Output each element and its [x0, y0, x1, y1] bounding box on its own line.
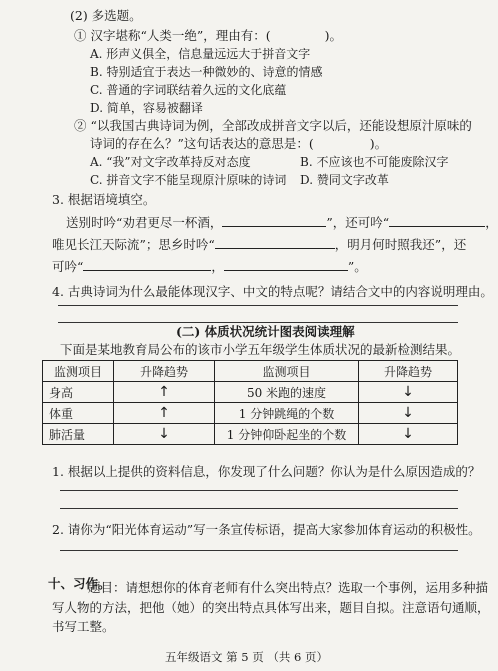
table-cell-item: 体重: [43, 403, 114, 424]
table-cell-item: 1 分钟跳绳的个数: [215, 403, 359, 424]
table-cell-item: 身高: [43, 382, 114, 403]
q3-line3-b: ，: [211, 259, 224, 274]
sq1-answer-line-1[interactable]: [60, 490, 458, 491]
q2-1-stem-close: )。: [324, 28, 343, 43]
page-footer: 五年级语文 第 5 页 （共 6 页）: [164, 650, 329, 664]
q3-blank-2[interactable]: [389, 214, 485, 227]
q3-line3-c: ”。: [347, 259, 367, 274]
q2-2-stem-line1: ② “以我国古典诗词为例，全部改成拼音文字以后，还能设想原汁原味的: [74, 118, 472, 133]
essay-line3: 书写工整。: [52, 619, 115, 634]
q2-2-option-d: D. 赞同文字改革: [300, 173, 389, 187]
q3-blank-1[interactable]: [222, 214, 326, 227]
q3-line1-c: ，: [485, 215, 498, 230]
q4-answer-line-2[interactable]: [58, 322, 458, 323]
q2-heading: (2) 多选题。: [70, 8, 142, 23]
table-row: [43, 424, 458, 445]
sq1-answer-line-2[interactable]: [60, 508, 458, 509]
q3-line1-b: ”，还可吟“: [326, 215, 390, 230]
q2-1-option-a: A. 形声义俱全，信息量远远大于拼音文字: [90, 47, 311, 61]
table-header-trend2: 升降趋势: [359, 361, 458, 382]
table-cell-item: 肺活量: [43, 424, 114, 445]
essay-line2: 写人物的方法，把他（她）的突出特点具体写出来，题目自拟。注意语句通顺，: [52, 600, 490, 615]
q2-1-stem: [74, 28, 342, 44]
q3-line3: [52, 258, 367, 275]
q3-line1-a: 送别时吟“劝君更尽一杯酒，: [66, 215, 223, 230]
table-header-item1: 监测项目: [43, 361, 114, 382]
q3-blank-4[interactable]: [83, 258, 211, 271]
sq1-text: 1. 根据以上提供的资料信息，你发现了什么问题？你认为是什么原因造成的？: [52, 464, 481, 479]
q2-1-stem-text: ① 汉字堪称“人类一绝”，理由有：(: [74, 28, 271, 43]
q3-heading: 3. 根据语境填空。: [52, 192, 156, 207]
q2-1-option-d: D. 简单，容易被翻译: [90, 101, 203, 115]
table-row: [43, 382, 458, 403]
q3-line2: [52, 236, 466, 253]
q4-answer-line-1[interactable]: [58, 305, 458, 306]
trend-arrow: ↓: [359, 382, 458, 403]
trend-arrow: ↓: [359, 424, 458, 445]
section2-title: (二) 体质状况统计图表阅读理解: [176, 324, 355, 339]
q4-text: 4. 古典诗词为什么最能体现汉字、中文的特点呢？请结合文中的内容说明理由。: [52, 284, 493, 299]
q3-blank-5[interactable]: [224, 258, 348, 271]
table-cell-item: 1 分钟仰卧起坐的个数: [215, 424, 359, 445]
q2-2-option-b: B. 不应该也不可能废除汉字: [300, 155, 449, 169]
sq2-text: 2. 请你为“阳光体育运动”写一条宣传标语，提高大家参加体育运动的积极性。: [52, 522, 481, 537]
trend-arrow: ↑: [114, 403, 215, 424]
q3-line1: [66, 214, 498, 231]
table-header-item2: 监测项目: [215, 361, 359, 382]
q2-2-stem-text: 诗词的存在么？”这句话表达的意思是：(: [90, 136, 314, 151]
table-cell-item: 50 米跑的速度: [215, 382, 359, 403]
essay-heading: 十、习作。: [48, 576, 111, 591]
q2-2-stem-line2: [90, 136, 387, 152]
q2-2-option-a: A. “我”对文字改革持反对态度: [90, 155, 251, 169]
essay-line1: 题目：请想想你的体育老师有什么突出特点？选取一个事例，运用多种描: [88, 580, 489, 595]
trend-arrow: ↓: [359, 403, 458, 424]
section2-intro: 下面是某地教育局公布的该市小学五年级学生体质状况的最新检测结果。: [60, 342, 461, 357]
q2-2-stem-close: )。: [369, 136, 388, 151]
table-header-row: [43, 361, 458, 382]
trend-arrow: ↑: [114, 382, 215, 403]
table-row: [43, 403, 458, 424]
q2-2-option-c: C. 拼音文字不能呈现原汁原味的诗词: [90, 173, 287, 187]
q3-line2-b: ，明月何时照我还”，还: [334, 237, 467, 252]
trend-arrow: ↓: [114, 424, 215, 445]
q2-1-option-c: C. 普通的字词联结着久远的文化底蕴: [90, 83, 287, 97]
table-header-trend1: 升降趋势: [114, 361, 215, 382]
q3-line2-a: 唯见长江天际流”；思乡时吟“: [52, 237, 215, 252]
sq2-answer-line[interactable]: [60, 550, 458, 551]
fitness-table: [42, 360, 458, 445]
q3-line3-a: 可吟“: [52, 259, 84, 274]
q3-blank-3[interactable]: [215, 236, 335, 249]
q2-1-option-b: B. 特别适宜于表达一种微妙的、诗意的情感: [90, 65, 323, 79]
